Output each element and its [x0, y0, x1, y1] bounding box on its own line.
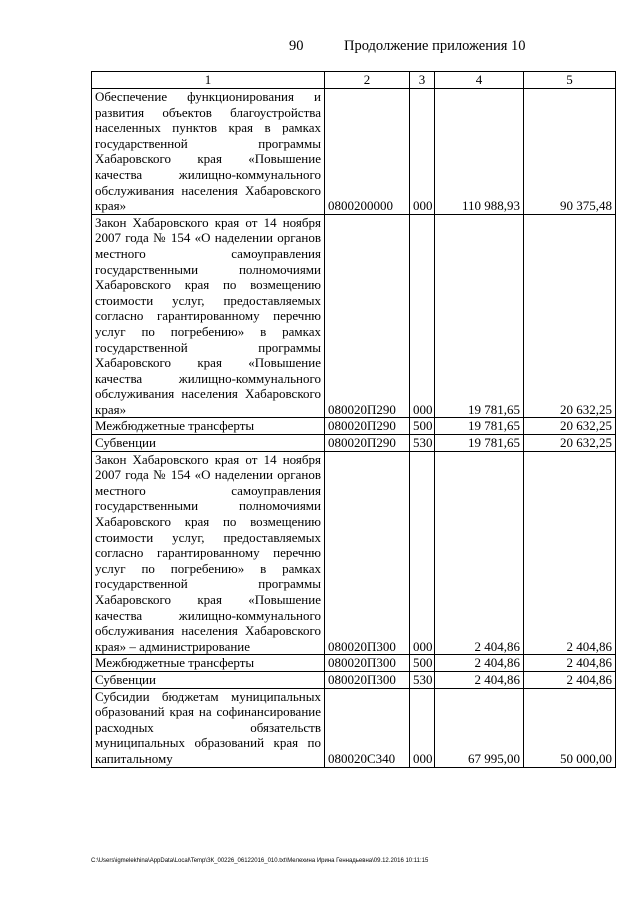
row-target-code: 080020П290 — [325, 435, 410, 452]
row-target-code: 080020П300 — [325, 451, 410, 655]
row-expense-type: 530 — [410, 671, 435, 688]
row-amount-2: 2 404,86 — [524, 655, 616, 672]
row-description: Закон Хабаровского края от 14 ноября 2007 года № 154 «О наделении органов местного самоуправления государственными полномочиями Хабаровского края по возмещению стоимости услуг, предоставляемых согласно гарантированному перечню услуг по погребению» в рамках государственной программы Хабаровского края «Повышение качества жилищно-коммунального обслуживания населения Хабаровского края» – администрирование — [92, 451, 325, 655]
row-target-code: 080020П290 — [325, 418, 410, 435]
column-header-3: 3 — [410, 72, 435, 89]
table-row — [92, 671, 616, 688]
table-row — [92, 688, 616, 767]
table-row — [92, 89, 616, 215]
row-target-code: 080020П290 — [325, 214, 410, 418]
column-header-2: 2 — [325, 72, 410, 89]
table-header-row — [92, 72, 616, 89]
row-amount-2: 2 404,86 — [524, 451, 616, 655]
column-header-5: 5 — [524, 72, 616, 89]
column-header-4: 4 — [435, 72, 524, 89]
row-description: Закон Хабаровского края от 14 ноября 2007 года № 154 «О наделении органов местного самоуправления государственными полномочиями Хабаровского края по возмещению стоимости услуг, предоставляемых согласно гарантированному перечню услуг по погребению» в рамках государственной программы Хабаровского края «Повышение качества жилищно-коммунального обслуживания населения Хабаровского края» — [92, 214, 325, 418]
row-expense-type: 530 — [410, 435, 435, 452]
row-description: Межбюджетные трансферты — [92, 655, 325, 672]
row-description: Субсидии бюджетам муниципальных образований края на софинансирование расходных обязательств муниципальных образований края по капитальному — [92, 688, 325, 767]
row-amount-1: 19 781,65 — [435, 435, 524, 452]
table-row — [92, 435, 616, 452]
row-amount-2: 2 404,86 — [524, 671, 616, 688]
row-amount-1: 2 404,86 — [435, 671, 524, 688]
row-description: Межбюджетные трансферты — [92, 418, 325, 435]
row-amount-1: 110 988,93 — [435, 89, 524, 215]
row-expense-type: 000 — [410, 451, 435, 655]
row-target-code: 080020П300 — [325, 655, 410, 672]
budget-table — [91, 71, 616, 768]
appendix-title: Продолжение приложения 10 — [344, 38, 526, 54]
row-amount-2: 20 632,25 — [524, 418, 616, 435]
row-amount-2: 90 375,48 — [524, 89, 616, 215]
page-number: 90 — [289, 38, 304, 54]
row-amount-1: 19 781,65 — [435, 418, 524, 435]
row-description: Обеспечение функционирования и развития объектов благоустройства населенных пунктов края в рамках государственной программы Хабаровского края «Повышение качества жилищно-коммунального обслуживания населения Хабаровского края» — [92, 89, 325, 215]
column-header-1: 1 — [92, 72, 325, 89]
row-amount-1: 19 781,65 — [435, 214, 524, 418]
row-expense-type: 000 — [410, 214, 435, 418]
row-amount-2: 20 632,25 — [524, 435, 616, 452]
row-amount-1: 2 404,86 — [435, 655, 524, 672]
row-amount-2: 20 632,25 — [524, 214, 616, 418]
row-description: Субвенции — [92, 671, 325, 688]
row-expense-type: 000 — [410, 89, 435, 215]
row-amount-1: 2 404,86 — [435, 451, 524, 655]
row-description: Субвенции — [92, 435, 325, 452]
table-row — [92, 655, 616, 672]
table-row — [92, 214, 616, 418]
row-target-code: 0800200000 — [325, 89, 410, 215]
row-amount-2: 50 000,00 — [524, 688, 616, 767]
row-expense-type: 500 — [410, 655, 435, 672]
row-amount-1: 67 995,00 — [435, 688, 524, 767]
row-target-code: 080020С340 — [325, 688, 410, 767]
table-row — [92, 451, 616, 655]
row-target-code: 080020П300 — [325, 671, 410, 688]
footer-file-path: C:\Users\igmelekhina\AppData\Local\Temp\ЗК_00226_06122016_010.txt\Мелехина Ирина Геннадьевна\09.12.2016 10:11:15 — [91, 858, 429, 864]
row-expense-type: 500 — [410, 418, 435, 435]
row-expense-type: 000 — [410, 688, 435, 767]
table-row — [92, 418, 616, 435]
page-header — [0, 38, 640, 58]
